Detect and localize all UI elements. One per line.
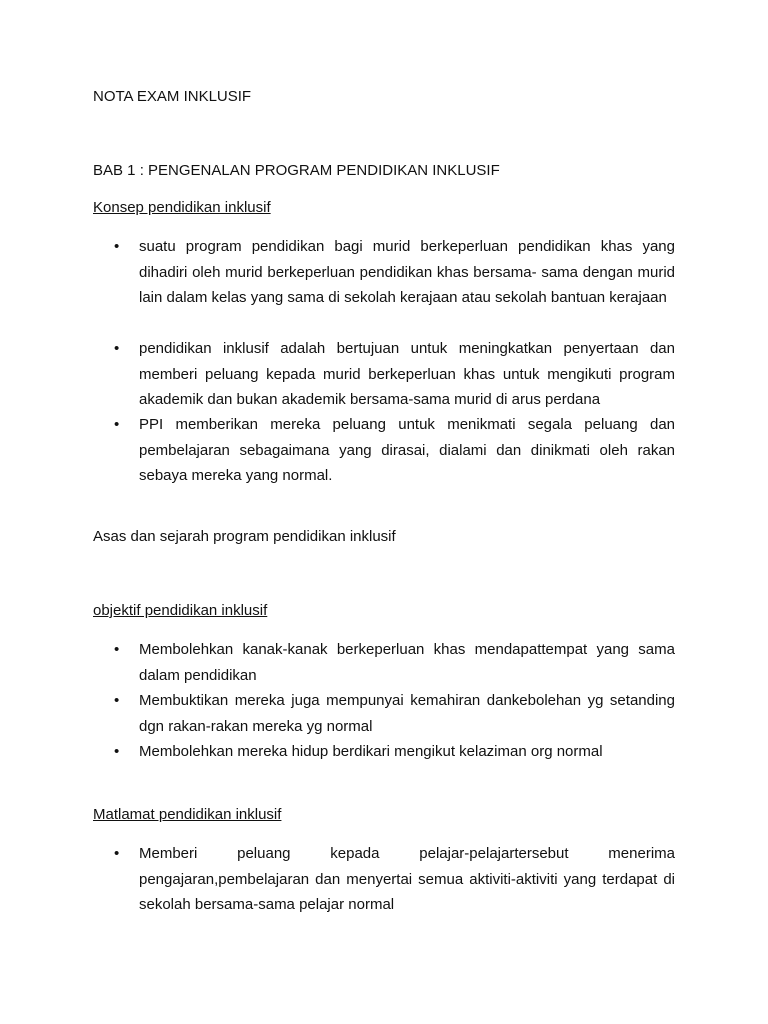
list-item: PPI memberikan mereka peluang untuk menikmati segala peluang dan pembelajaran sebagaimana yang dirasai, dialami dan dinikmati oleh rakan sebaya mereka yang normal. (139, 416, 675, 484)
section-heading-matlamat: Matlamat pendidikan inklusif (93, 806, 282, 823)
list-item: Membolehkan kanak-kanak berkeperluan khas mendapattempat yang sama dalam pendidikan (139, 641, 675, 684)
chapter-heading: BAB 1 : PENGENALAN PROGRAM PENDIDIKAN INKLUSIF (93, 162, 500, 179)
bullet-icon: • (114, 743, 120, 760)
bullet-icon: • (114, 238, 120, 255)
list-item: Memberi peluang kepada pelajar-pelajartersebut menerima pengajaran,pembelajaran dan menyertai semua aktiviti-aktiviti yang terdapat di sekolah bersama-sama pelajar normal (139, 845, 675, 913)
bullet-icon: • (114, 641, 120, 658)
section-heading-objektif: objektif pendidikan inklusif (93, 602, 268, 619)
section-heading-konsep: Konsep pendidikan inklusif (93, 199, 271, 216)
bullet-icon: • (114, 340, 120, 357)
bullet-icon: • (114, 845, 120, 862)
list-item: pendidikan inklusif adalah bertujuan untuk meningkatkan penyertaan dan memberi peluang kepada murid berkeperluan khas untuk mengikuti program akademik dan bukan akademik bersama-sama murid di arus perdana (139, 340, 675, 408)
bullet-icon: • (114, 692, 120, 709)
list-item: suatu program pendidikan bagi murid berkeperluan pendidikan khas yang dihadiri oleh murid berkeperluan pendidikan khas bersama- sama dengan murid lain dalam kelas yang sama di sekolah kerajaan atau sekolah bantuan kerajaan (139, 238, 675, 306)
bullet-icon: • (114, 416, 120, 433)
list-item: Membolehkan mereka hidup berdikari mengikut kelaziman org normal (139, 743, 603, 760)
section-heading-asas: Asas dan sejarah program pendidikan inklusif (93, 528, 396, 545)
list-item: Membuktikan mereka juga mempunyai kemahiran dankebolehan yg setanding dgn rakan-rakan mereka yg normal (139, 692, 675, 735)
document-title: NOTA EXAM INKLUSIF (93, 88, 252, 105)
